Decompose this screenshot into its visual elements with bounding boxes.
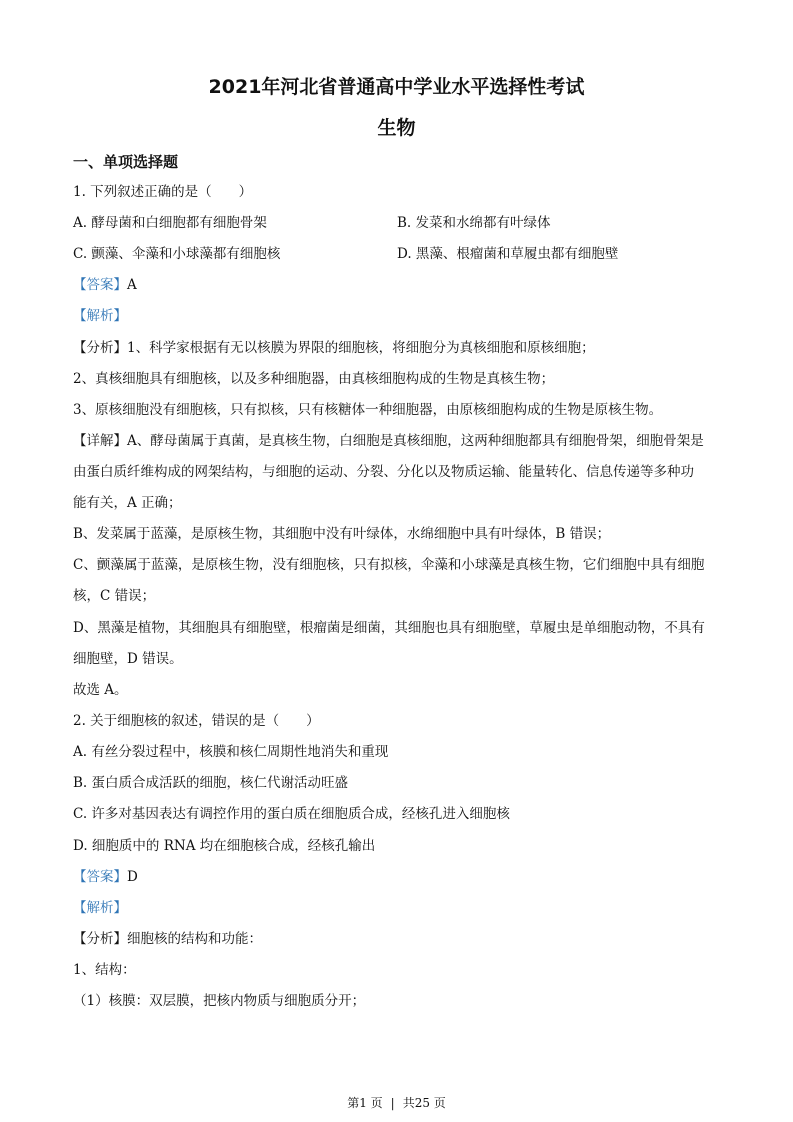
analysis-line: C、颤藻属于蓝藻，是原核生物，没有细胞核，只有拟核，伞藻和小球藻是真核生物，它们细胞中具有细胞	[73, 557, 705, 573]
page-footer	[0, 1094, 793, 1111]
answer-tag: 【答案】	[73, 277, 127, 293]
answer-value: A	[127, 277, 137, 293]
question-2-answer	[73, 868, 138, 886]
answer-tag: 【答案】	[73, 869, 127, 885]
question-1-stem: 1. 下列叙述正确的是（ ）	[73, 184, 253, 200]
answer-value: D	[127, 869, 138, 885]
question-2-option-a: A. 有丝分裂过程中，核膜和核仁周期性地消失和重现	[73, 744, 389, 760]
question-2-analysis-tag: 【解析】	[73, 900, 127, 916]
page-total: 共25 页	[402, 1096, 446, 1110]
analysis-line: 1、结构：	[73, 962, 136, 978]
analysis-line: 核，C 错误；	[73, 588, 156, 604]
analysis-line: 细胞壁，D 错误。	[73, 651, 183, 667]
analysis-line: 3、原核细胞没有细胞核，只有拟核，只有核糖体一种细胞器，由原核细胞构成的生物是原核生物。	[73, 402, 663, 418]
analysis-line: 【分析】细胞核的结构和功能：	[73, 931, 262, 947]
analysis-line: 【分析】1、科学家根据有无以核膜为界限的细胞核，将细胞分为真核细胞和原核细胞；	[73, 340, 595, 356]
question-2-option-d: D. 细胞质中的 RNA 均在细胞核合成，经核孔输出	[73, 838, 376, 854]
analysis-line: 能有关，A 正确；	[73, 495, 182, 511]
page-subtitle: 生物	[377, 117, 416, 139]
page-title: 2021年河北省普通高中学业水平选择性考试	[208, 76, 585, 98]
analysis-line: D、黑藻是植物，其细胞具有细胞壁，根瘤菌是细菌，其细胞也具有细胞壁，草履虫是单细胞动物，不具有	[73, 620, 705, 636]
question-1-option-a: A. 酵母菌和白细胞都有细胞骨架	[73, 215, 267, 231]
analysis-line: 2、真核细胞具有细胞核，以及多种细胞器，由真核细胞构成的生物是真核生物；	[73, 371, 555, 387]
footer-separator: |	[390, 1096, 395, 1110]
question-1-option-b: B. 发菜和水绵都有叶绿体	[397, 215, 551, 231]
question-1-answer	[73, 276, 137, 294]
analysis-line: 故选 A。	[73, 682, 128, 698]
question-2-stem: 2. 关于细胞核的叙述，错误的是（ ）	[73, 713, 320, 729]
question-1-analysis-tag: 【解析】	[73, 308, 127, 324]
analysis-line: 由蛋白质纤维构成的网架结构，与细胞的运动、分裂、分化以及物质运输、能量转化、信息传递等多种功	[73, 464, 694, 480]
analysis-line: （1）核膜：双层膜，把核内物质与细胞质分开；	[73, 993, 366, 1009]
question-1-option-d: D. 黑藻、根瘤菌和草履虫都有细胞壁	[397, 246, 619, 262]
analysis-line: 【详解】A、酵母菌属于真菌，是真核生物，白细胞是真核细胞，这两种细胞都具有细胞骨架，细胞骨架是	[73, 433, 704, 449]
question-1-option-c: C. 颤藻、伞藻和小球藻都有细胞核	[73, 246, 281, 262]
question-2-option-b: B. 蛋白质合成活跃的细胞，核仁代谢活动旺盛	[73, 775, 349, 791]
page-number: 第1 页	[347, 1096, 383, 1110]
analysis-line: B、发菜属于蓝藻，是原核生物，其细胞中没有叶绿体，水绵细胞中具有叶绿体，B 错误；	[73, 526, 611, 542]
section-heading: 一、单项选择题	[73, 153, 179, 171]
question-2-option-c: C. 许多对基因表达有调控作用的蛋白质在细胞质合成，经核孔进入细胞核	[73, 806, 510, 822]
